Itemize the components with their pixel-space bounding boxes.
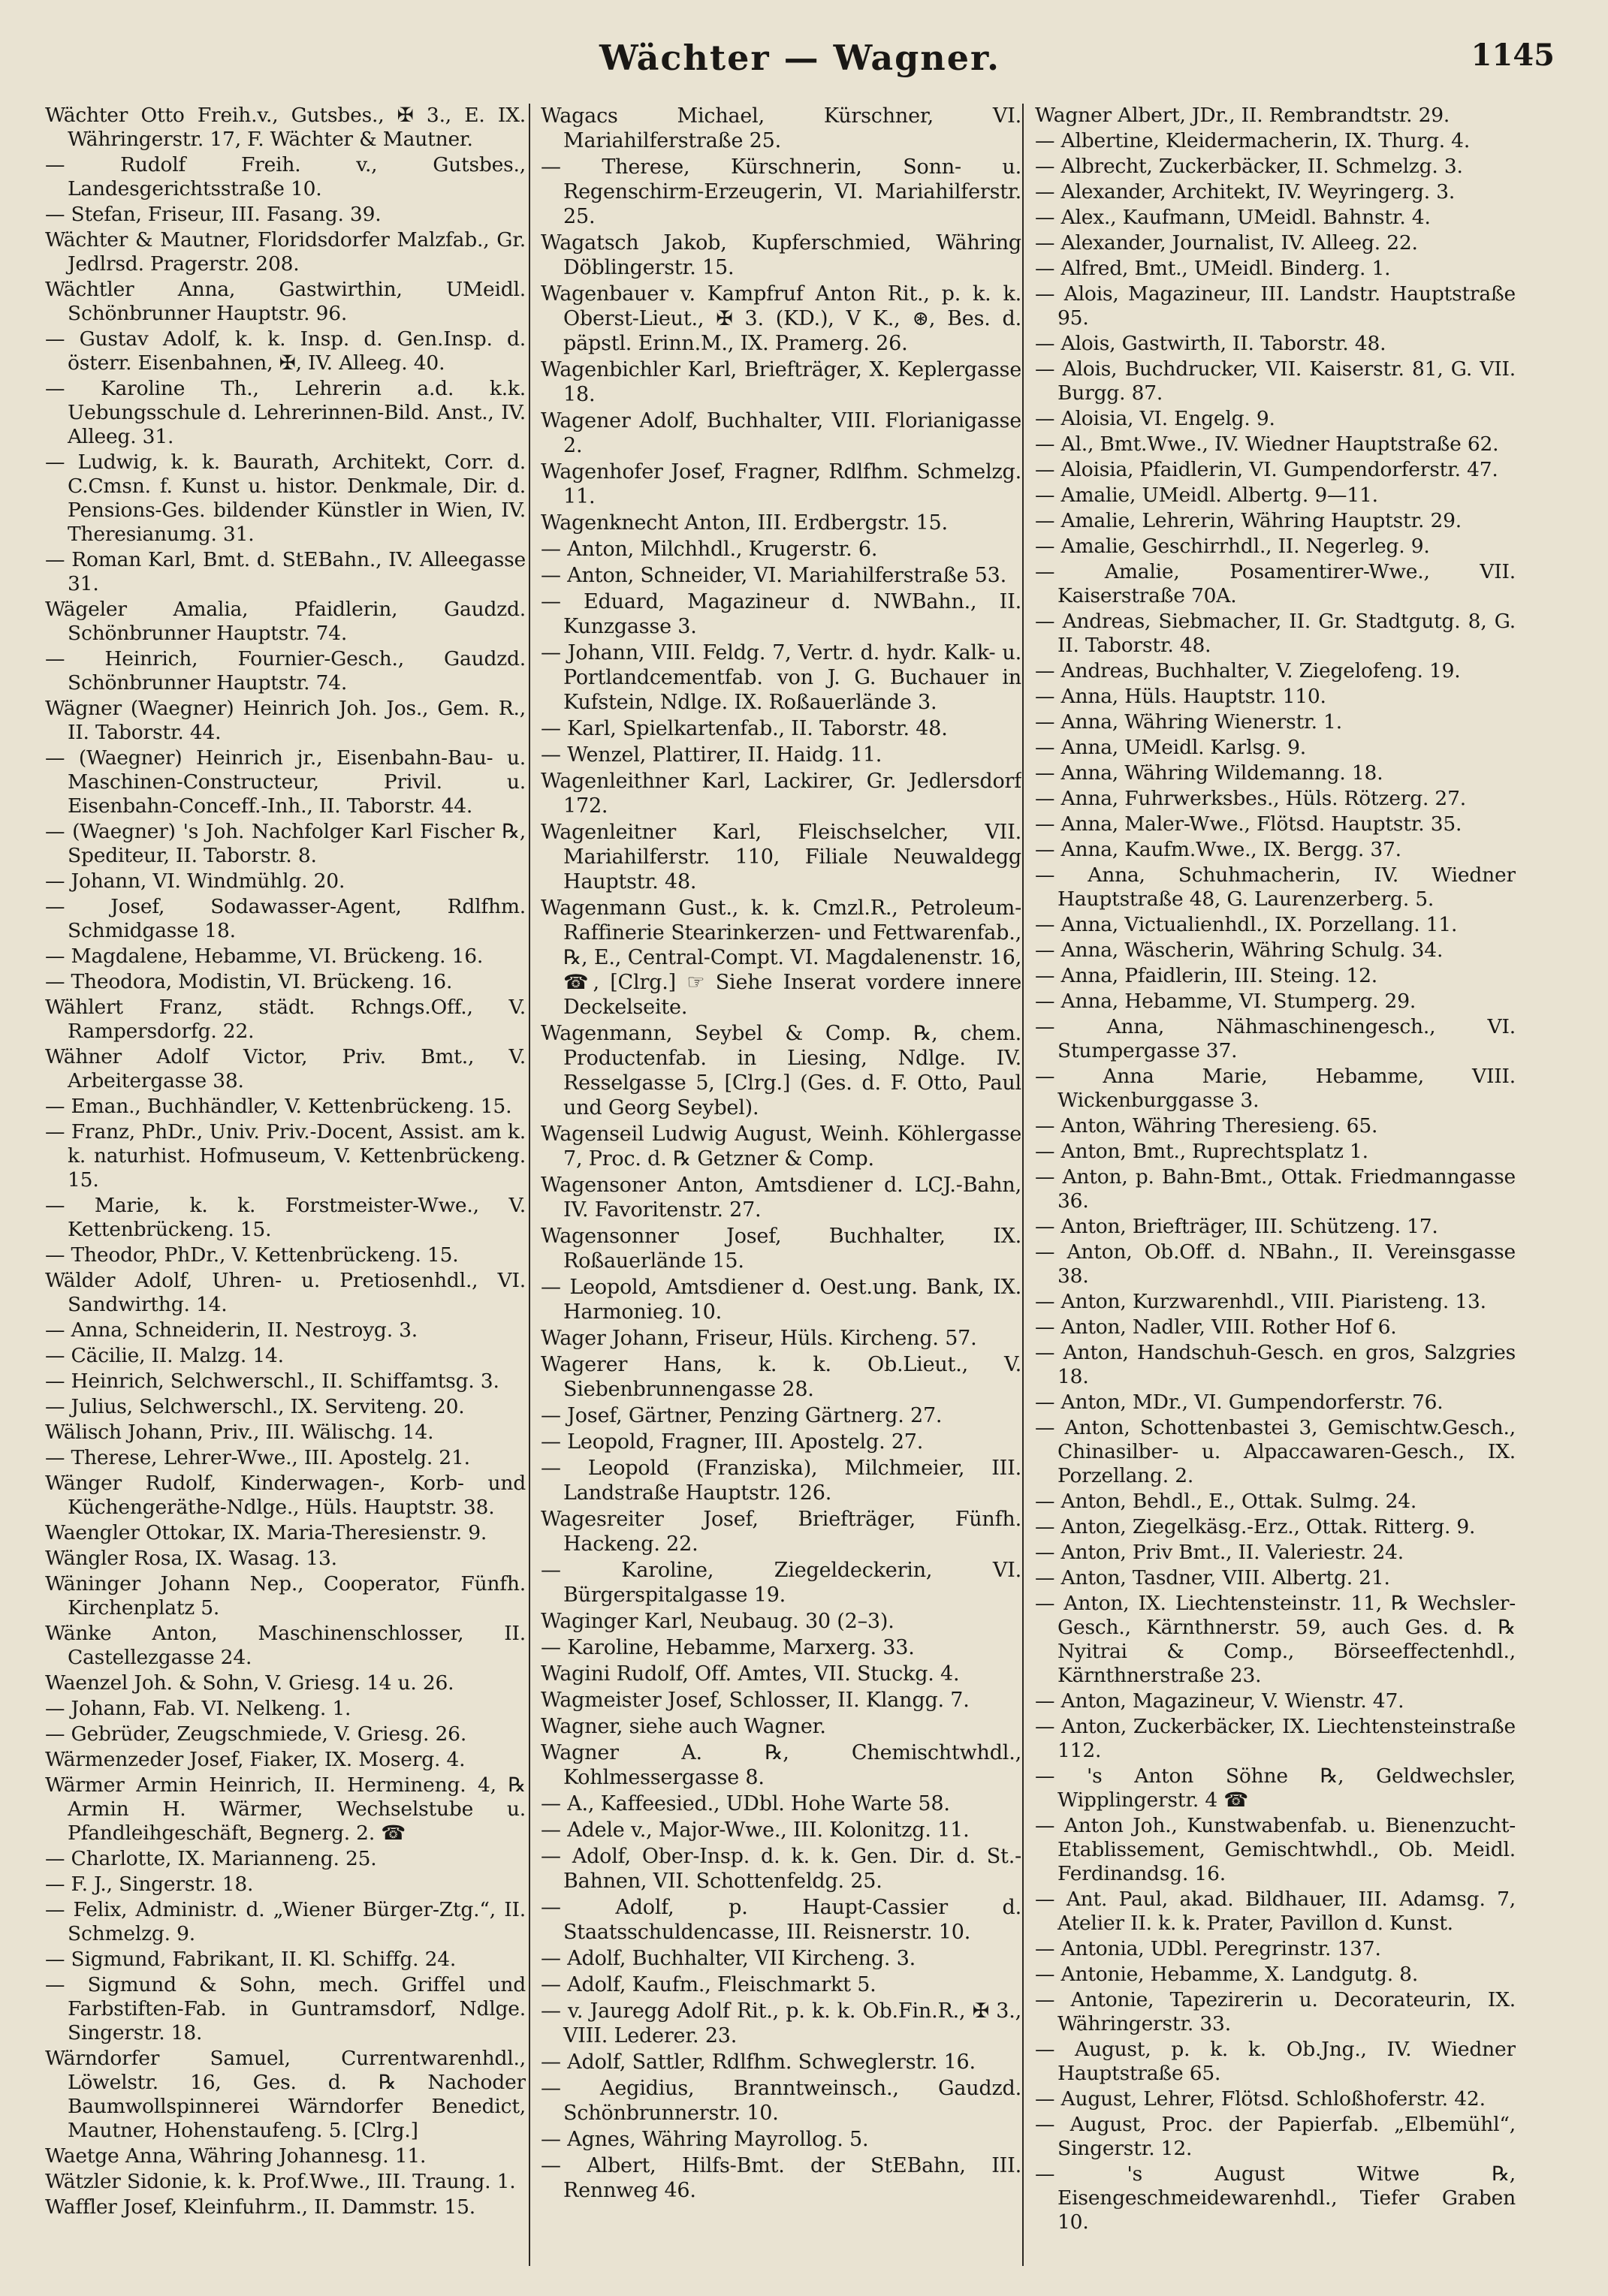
directory-entry: — Anton, Behdl., E., Ottak. Sulmg. 24. [1035, 1490, 1417, 1513]
directory-entry: Waengler Ottokar, IX. Maria-Theresienstr. 9. [45, 1521, 487, 1544]
directory-entry: — Johann, Fab. VI. Nelkeng. 1. [45, 1697, 351, 1720]
directory-entry: — August, Lehrer, Flötsd. Schloßhoferstr. 42. [1035, 2087, 1486, 2111]
directory-entry: Wärmer Armin Heinrich, II. Hermineng. 4, ℞ Armin H. Wärmer, Wechselstube u. Pfandleihgeschäft, Begnerg. 2. ☎ [45, 1773, 526, 1845]
directory-entry: — Alfred, Bmt., UMeidl. Binderg. 1. [1035, 257, 1391, 280]
directory-entry: — Karoline Th., Lehrerin a.d. k.k. Uebungsschule d. Lehrerinnen-Bild. Anst., IV. Alleeg. 31. [45, 377, 526, 448]
directory-entry: — Adolf, Kaufm., Fleischmarkt 5. [541, 1973, 876, 1996]
directory-entry: — Anton, Priv Bmt., II. Valeriestr. 24. [1035, 1541, 1404, 1564]
directory-entry: — Cäcilie, II. Malzg. 14. [45, 1344, 284, 1367]
directory-entry: Wagensoner Anton, Amtsdiener d. LCJ.-Bahn, IV. Favoritenstr. 27. [541, 1174, 1021, 1222]
directory-entry: — Anna, Währing Wienerstr. 1. [1035, 710, 1342, 734]
directory-entry: Wächter Otto Freih.v., Gutsbes., ✠ 3., E. IX. Währingerstr. 17, F. Wächter & Mautner. [45, 104, 526, 151]
directory-entry: — Sigmund & Sohn, mech. Griffel und Farbstiften-Fab. in Guntramsdorf, Ndlge. Singerstr. 18. [45, 1973, 526, 2044]
directory-entry: — Anton, Ziegelkäsg.-Erz., Ottak. Ritterg. 9. [1035, 1515, 1476, 1538]
directory-column-3 [1035, 104, 1516, 2273]
directory-entry: — Anna, Währing Wildemanng. 18. [1035, 761, 1383, 785]
directory-entry: Wagenhofer Josef, Fragner, Rdlfhm. Schmelzg. 11. [541, 460, 1021, 508]
directory-entry: — Adolf, Ober-Insp. d. k. k. Gen. Dir. d. St.-Bahnen, VII. Schottenfeldg. 25. [541, 1845, 1021, 1893]
directory-entry: — v. Jauregg Adolf Rit., p. k. k. Ob.Fin.R., ✠ 3., VIII. Lederer. 23. [541, 1999, 1021, 2047]
directory-entry: — Wenzel, Plattirer, II. Haidg. 11. [541, 743, 882, 767]
directory-entry: — Anton, Nadler, VIII. Rother Hof 6. [1035, 1315, 1397, 1339]
directory-entry: — Karoline, Ziegeldeckerin, VI. Bürgerspitalgasse 19. [541, 1559, 1021, 1607]
directory-entry: Wagner, siehe auch Wagner. [541, 1715, 826, 1738]
directory-entry: — August, p. k. k. Ob.Jng., IV. Wiedner Hauptstraße 65. [1035, 2038, 1516, 2085]
directory-entry: — Alexander, Journalist, IV. Alleeg. 22. [1035, 231, 1418, 255]
directory-entry: Waenzel Joh. & Sohn, V. Griesg. 14 u. 26. [45, 1671, 454, 1695]
directory-entry: — Andreas, Siebmacher, II. Gr. Stadtgutg. 8, G. II. Taborstr. 48. [1035, 610, 1516, 657]
directory-entry: Wagenseil Ludwig August, Weinh. Köhlergasse 7, Proc. d. ℞ Getzner & Comp. [541, 1122, 1021, 1171]
directory-entry: Waginger Karl, Neubaug. 30 (2–3). [541, 1610, 895, 1633]
directory-entry: — Antonie, Tapezirerin u. Decorateurin, IX. Währingerstr. 33. [1035, 1988, 1516, 2035]
directory-entry: Wagner Albert, JDr., II. Rembrandtstr. 29. [1035, 104, 1450, 127]
directory-entry: — Anton, MDr., VI. Gumpendorferstr. 76. [1035, 1391, 1444, 1414]
directory-entry: — Amalie, Lehrerin, Währing Hauptstr. 29. [1035, 509, 1462, 532]
column-divider [529, 104, 530, 2266]
directory-entry: — Ludwig, k. k. Baurath, Architekt, Corr. d. C.Cmsn. f. Kunst u. histor. Denkmale, Dir. d. Pensions-Ges. bildender Künstler in Wien, IV. Theresianumg. 31. [45, 450, 526, 546]
directory-entry: — Johann, VI. Windmühlg. 20. [45, 869, 345, 893]
directory-entry: — Amalie, Geschirrhdl., II. Negerleg. 9. [1035, 535, 1430, 558]
directory-entry: Wagenknecht Anton, III. Erdbergstr. 15. [541, 511, 948, 535]
directory-entry: — Anna, Victualienhdl., IX. Porzellang. 11. [1035, 913, 1458, 936]
directory-entry: — Al., Bmt.Wwe., IV. Wiedner Hauptstraße 62. [1035, 432, 1499, 456]
directory-entry: — Franz, PhDr., Univ. Priv.-Docent, Assist. am k. k. naturhist. Hofmuseum, V. Kettenbrückeng. 15. [45, 1120, 526, 1192]
directory-entry: — Theodora, Modistin, VI. Brückeng. 16. [45, 970, 453, 993]
directory-entry: — Karl, Spielkartenfab., II. Taborstr. 48. [541, 717, 948, 740]
directory-entry: — Gebrüder, Zeugschmiede, V. Griesg. 26. [45, 1722, 467, 1746]
directory-entry: — 's Anton Söhne ℞, Geldwechsler, Wipplingerstr. 4 ☎ [1035, 1764, 1516, 1812]
directory-entry: Wagacs Michael, Kürschner, VI. Mariahilferstraße 25. [541, 104, 1021, 152]
directory-entry: Wagensonner Josef, Buchhalter, IX. Roßauerlände 15. [541, 1225, 1021, 1273]
directory-entry: Wagenmann, Seybel & Comp. ℞, chem. Productenfab. in Liesing, Ndlge. IV. Resselgasse 5, [Clrg.] (Ges. d. F. Otto, Paul und Georg Seybel). [541, 1022, 1021, 1119]
page-header [45, 38, 1555, 105]
directory-entry: — Anton Joh., Kunstwabenfab. u. Bienenzucht-Etablissement, Gemischtwhdl., Ob. Meidl. Ferdinandsg. 16. [1035, 1814, 1516, 1885]
directory-entry: — Adolf, Sattler, Rdlfhm. Schweglerstr. 16. [541, 2050, 976, 2074]
directory-entry: Wählert Franz, städt. Rchngs.Off., V. Rampersdorfg. 22. [45, 996, 526, 1043]
directory-entry: — Adolf, Buchhalter, VII Kircheng. 3. [541, 1947, 916, 1970]
directory-entry: — Anton, Währing Theresieng. 65. [1035, 1114, 1378, 1137]
directory-column-2 [541, 104, 1021, 2273]
directory-entry: — Anna, Nähmaschinengesch., VI. Stumpergasse 37. [1035, 1015, 1516, 1062]
directory-entry: — Felix, Administr. d. „Wiener Bürger-Ztg.“, II. Schmelzg. 9. [45, 1898, 526, 1945]
directory-entry: Wagmeister Josef, Schlosser, II. Klangg. 7. [541, 1689, 970, 1712]
directory-entry: — Leopold, Amtsdiener d. Oest.ung. Bank, IX. Harmonieg. 10. [541, 1276, 1021, 1324]
directory-entry: Waetge Anna, Währing Johannesg. 11. [45, 2144, 427, 2168]
directory-entry: — Anna, Wäscherin, Währing Schulg. 34. [1035, 939, 1444, 962]
directory-entry: — Antonia, UDbl. Peregrinstr. 137. [1035, 1937, 1381, 1960]
directory-entry: — Alois, Gastwirth, II. Taborstr. 48. [1035, 332, 1386, 355]
directory-entry: — Julius, Selchwerschl., IX. Serviteng. 20. [45, 1395, 465, 1418]
directory-entry: Wägeler Amalia, Pfaidlerin, Gaudzd. Schönbrunner Hauptstr. 74. [45, 598, 526, 645]
column-divider [1022, 104, 1024, 2266]
directory-entry: Wänger Rudolf, Kinderwagen-, Korb- und Küchengeräthe-Ndlge., Hüls. Hauptstr. 38. [45, 1472, 526, 1519]
directory-entry: — Roman Karl, Bmt. d. StEBahn., IV. Alleegasse 31. [45, 548, 526, 595]
directory-entry: — Rudolf Freih. v., Gutsbes., Landesgerichtsstraße 10. [45, 153, 526, 200]
directory-entry: — Anton, Schneider, VI. Mariahilferstraße 53. [541, 564, 1007, 587]
directory-entry: — (Waegner) 's Joh. Nachfolger Karl Fischer ℞, Spediteur, II. Taborstr. 8. [45, 820, 526, 867]
directory-entry: — Magdalene, Hebamme, VI. Brückeng. 16. [45, 945, 484, 968]
directory-entry: — Ant. Paul, akad. Bildhauer, III. Adamsg. 7, Atelier II. k. k. Prater, Pavillon d. Kunst. [1035, 1888, 1516, 1935]
directory-entry: — Alois, Magazineur, III. Landstr. Hauptstraße 95. [1035, 282, 1516, 330]
directory-entry: — (Waegner) Heinrich jr., Eisenbahn-Bau- u. Maschinen-Constructeur, Privil. u. Eisenbahn-Conceff.-Inh., II. Taborstr. 44. [45, 746, 526, 818]
directory-entry: — Josef, Gärtner, Penzing Gärtnerg. 27. [541, 1404, 943, 1427]
directory-entry: — Anton, Handschuh-Gesch. en gros, Salzgries 18. [1035, 1341, 1516, 1388]
directory-entry: — Anton, Kurzwarenhdl., VIII. Piaristeng. 13. [1035, 1290, 1486, 1313]
page-number: 1145 [1471, 38, 1555, 73]
directory-entry: Wagenbauer v. Kampfruf Anton Rit., p. k. k. Oberst-Lieut., ✠ 3. (KD.), V K., ⊛, Bes. d. päpstl. Erinn.M., IX. Pramerg. 26. [541, 282, 1021, 355]
directory-entry: — Heinrich, Fournier-Gesch., Gaudzd. Schönbrunner Hauptstr. 74. [45, 647, 526, 695]
directory-entry: — Anton, Zuckerbäcker, IX. Liechtensteinstraße 112. [1035, 1715, 1516, 1762]
directory-entry: — Gustav Adolf, k. k. Insp. d. Gen.Insp. d. österr. Eisenbahnen, ✠, IV. Alleeg. 40. [45, 327, 526, 375]
directory-entry: — Theodor, PhDr., V. Kettenbrückeng. 15. [45, 1243, 459, 1267]
directory-entry: — August, Proc. der Papierfab. „Elbemühl“, Singerstr. 12. [1035, 2113, 1516, 2160]
directory-entry: — Anna, Hebamme, VI. Stumperg. 29. [1035, 990, 1416, 1013]
directory-entry: — Leopold, Fragner, III. Apostelg. 27. [541, 1430, 924, 1454]
directory-entry: — Anton, Tasdner, VIII. Albertg. 21. [1035, 1566, 1390, 1589]
directory-entry: — Anton, Bmt., Ruprechtsplatz 1. [1035, 1140, 1368, 1163]
directory-entry: — Sigmund, Fabrikant, II. Kl. Schiffg. 24. [45, 1948, 457, 1971]
directory-entry: — A., Kaffeesied., UDbl. Hohe Warte 58. [541, 1792, 950, 1815]
directory-entry: — Josef, Sodawasser-Agent, Rdlfhm. Schmidgasse 18. [45, 895, 526, 942]
directory-entry: — Anna, Schuhmacherin, IV. Wiedner Hauptstraße 48, G. Laurenzerberg. 5. [1035, 863, 1516, 911]
directory-entry: — Aloisia, Pfaidlerin, VI. Gumpendorferstr. 47. [1035, 458, 1498, 481]
directory-entry: — Anton, p. Bahn-Bmt., Ottak. Friedmanngasse 36. [1035, 1165, 1516, 1213]
directory-entry: — Anton, Milchhdl., Krugerstr. 6. [541, 538, 878, 561]
directory-entry: Wätzler Sidonie, k. k. Prof.Wwe., III. Traung. 1. [45, 2170, 516, 2193]
directory-entry: Wagatsch Jakob, Kupferschmied, Währing Döblingerstr. 15. [541, 231, 1021, 279]
directory-entry: — Anna, Pfaidlerin, III. Steing. 12. [1035, 964, 1377, 987]
directory-entry: Wänke Anton, Maschinenschlosser, II. Castellezgasse 24. [45, 1622, 526, 1669]
directory-entry: Wagerer Hans, k. k. Ob.Lieut., V. Siebenbrunnengasse 28. [541, 1353, 1021, 1401]
directory-entry: — Anton, Briefträger, III. Schützeng. 17. [1035, 1215, 1438, 1238]
directory-entry: — Albertine, Kleidermacherin, IX. Thurg. 4. [1035, 129, 1471, 152]
directory-entry: — Charlotte, IX. Marianneng. 25. [45, 1847, 377, 1870]
directory-entry: — Therese, Lehrer-Wwe., III. Apostelg. 21. [45, 1446, 470, 1469]
directory-entry: — Antonie, Hebamme, X. Landgutg. 8. [1035, 1963, 1419, 1986]
directory-entry: — Aloisia, VI. Engelg. 9. [1035, 407, 1275, 430]
directory-entry: — Anna, Hüls. Hauptstr. 110. [1035, 685, 1326, 708]
directory-entry: — Leopold (Franziska), Milchmeier, III. Landstraße Hauptstr. 126. [541, 1457, 1021, 1505]
directory-entry: — Albert, Hilfs-Bmt. der StEBahn, III. Rennweg 46. [541, 2154, 1021, 2202]
directory-entry: — Aegidius, Branntweinsch., Gaudzd. Schönbrunnerstr. 10. [541, 2077, 1021, 2125]
directory-entry: — Anton, Schottenbastei 3, Gemischtw.Gesch., Chinasilber- u. Alpaccawaren-Gesch., IX. Porzellang. 2. [1035, 1416, 1516, 1487]
directory-entry: Wagini Rudolf, Off. Amtes, VII. Stuckg. 4. [541, 1662, 960, 1686]
directory-entry: — Adolf, p. Haupt-Cassier d. Staatsschuldencasse, III. Reisnerstr. 10. [541, 1896, 1021, 1944]
directory-entry: Wagner A. ℞, Chemischtwhdl., Kohlmessergasse 8. [541, 1741, 1021, 1789]
directory-entry: Wägner (Waegner) Heinrich Joh. Jos., Gem. R., II. Taborstr. 44. [45, 697, 526, 744]
directory-entry: Wagenleitner Karl, Fleischselcher, VII. Mariahilferstr. 110, Filiale Neuwaldegg Hauptstr. 48. [541, 821, 1021, 893]
directory-entry: — Alex., Kaufmann, UMeidl. Bahnstr. 4. [1035, 206, 1431, 229]
directory-entry: Wagenbichler Karl, Briefträger, X. Keplergasse 18. [541, 358, 1021, 406]
directory-entry: Waffler Josef, Kleinfuhrm., II. Dammstr. 15. [45, 2195, 475, 2219]
directory-entry: — Heinrich, Selchwerschl., II. Schiffamtsg. 3. [45, 1369, 499, 1393]
directory-entry: — Anton, Ob.Off. d. NBahn., II. Vereinsgasse 38. [1035, 1240, 1516, 1288]
directory-entry: — Alexander, Architekt, IV. Weyringerg. 3. [1035, 180, 1456, 203]
directory-entry: Wächtler Anna, Gastwirthin, UMeidl. Schönbrunner Hauptstr. 96. [45, 278, 526, 325]
running-title: Wächter — Wagner. [599, 38, 1001, 78]
directory-entry: — Alois, Buchdrucker, VII. Kaiserstr. 81, G. VII. Burgg. 87. [1035, 357, 1516, 405]
directory-entry: Wagenmann Gust., k. k. Cmzl.R., Petroleum-Raffinerie Stearinkerzen- und Fettwarenfab., ℞, E., Central-Compt. VI. Magdalenenstr. 16, ☎, [Clrg.] ☞ Siehe Inserat vordere innere Deckelseite. [541, 896, 1021, 1019]
directory-entry: — Albrecht, Zuckerbäcker, II. Schmelzg. 3. [1035, 155, 1463, 178]
directory-entry: — Therese, Kürschnerin, Sonn- u. Regenschirm-Erzeugerin, VI. Mariahilferstr. 25. [541, 155, 1021, 228]
directory-entry: Wagesreiter Josef, Briefträger, Fünfh. Hackeng. 22. [541, 1508, 1021, 1556]
directory-entry: — Johann, VIII. Feldg. 7, Vertr. d. hydr. Kalk- u. Portlandcementfab. von J. G. Buchauer in Kufstein, Ndlge. IX. Roßauerlände 3. [541, 641, 1021, 714]
directory-entry: — Adele v., Major-Wwe., III. Kolonitzg. 11. [541, 1818, 970, 1842]
directory-entry: — Andreas, Buchhalter, V. Ziegelofeng. 19. [1035, 659, 1461, 682]
directory-entry: — Eduard, Magazineur d. NWBahn., II. Kunzgasse 3. [541, 590, 1021, 638]
directory-entry: Wälisch Johann, Priv., III. Wälischg. 14. [45, 1421, 434, 1444]
directory-entry: Wälder Adolf, Uhren- u. Pretiosenhdl., VI. Sandwirthg. 14. [45, 1269, 526, 1316]
directory-entry: — Anna, Fuhrwerksbes., Hüls. Rötzerg. 27. [1035, 787, 1466, 810]
directory-entry: — F. J., Singerstr. 18. [45, 1873, 254, 1896]
directory-entry: — Eman., Buchhändler, V. Kettenbrückeng. 15. [45, 1095, 512, 1118]
directory-entry: Wager Johann, Friseur, Hüls. Kircheng. 57. [541, 1327, 977, 1350]
directory-entry: Wähner Adolf Victor, Priv. Bmt., V. Arbeitergasse 38. [45, 1045, 526, 1092]
directory-entry: — Agnes, Währing Mayrollog. 5. [541, 2128, 869, 2151]
directory-entry: Wagenleithner Karl, Lackirer, Gr. Jedlersdorf 172. [541, 770, 1021, 818]
directory-entry: — Marie, k. k. Forstmeister-Wwe., V. Kettenbrückeng. 15. [45, 1194, 526, 1241]
directory-entry: Wängler Rosa, IX. Wasag. 13. [45, 1547, 337, 1570]
directory-entry: — Anna Marie, Hebamme, VIII. Wickenburggasse 3. [1035, 1065, 1516, 1112]
directory-entry: Wärmenzeder Josef, Fiaker, IX. Moserg. 4. [45, 1748, 466, 1771]
directory-entry: — Karoline, Hebamme, Marxerg. 33. [541, 1636, 915, 1659]
directory-entry: — Anna, Schneiderin, II. Nestroyg. 3. [45, 1318, 418, 1342]
directory-entry: — Anton, IX. Liechtensteinstr. 11, ℞ Wechsler-Gesch., Kärnthnerstr. 59, auch Ges. d. ℞ Nyitrai & Comp., Börseeffectenhdl., Kärnthnerstraße 23. [1035, 1592, 1516, 1687]
directory-entry: — Amalie, UMeidl. Albertg. 9—11. [1035, 484, 1378, 507]
directory-entry: — Stefan, Friseur, III. Fasang. 39. [45, 203, 382, 226]
directory-entry: — Anna, UMeidl. Karlsg. 9. [1035, 736, 1306, 759]
directory-entry: Wäninger Johann Nep., Cooperator, Fünfh. Kirchenplatz 5. [45, 1572, 526, 1620]
directory-entry: — Anna, Maler-Wwe., Flötsd. Hauptstr. 35. [1035, 812, 1462, 836]
directory-entry: Wagener Adolf, Buchhalter, VIII. Florianigasse 2. [541, 409, 1021, 457]
directory-entry: Wächter & Mautner, Floridsdorfer Malzfab., Gr. Jedlrsd. Pragerstr. 208. [45, 228, 526, 276]
directory-entry: — Anna, Kaufm.Wwe., IX. Bergg. 37. [1035, 838, 1401, 861]
directory-entry: — 's August Witwe ℞, Eisengeschmeidewarenhdl., Tiefer Graben 10. [1035, 2162, 1516, 2234]
directory-column-1 [45, 104, 526, 2273]
directory-entry: Wärndorfer Samuel, Currentwarenhdl., Löwelstr. 16, Ges. d. ℞ Nachoder Baumwollspinnerei Wärndorfer Benedict, Mautner, Hohenstaufeng. 5. [Clrg.] [45, 2047, 526, 2142]
directory-entry: — Amalie, Posamentirer-Wwe., VII. Kaiserstraße 70A. [1035, 560, 1516, 607]
directory-entry: — Anton, Magazineur, V. Wienstr. 47. [1035, 1689, 1404, 1713]
